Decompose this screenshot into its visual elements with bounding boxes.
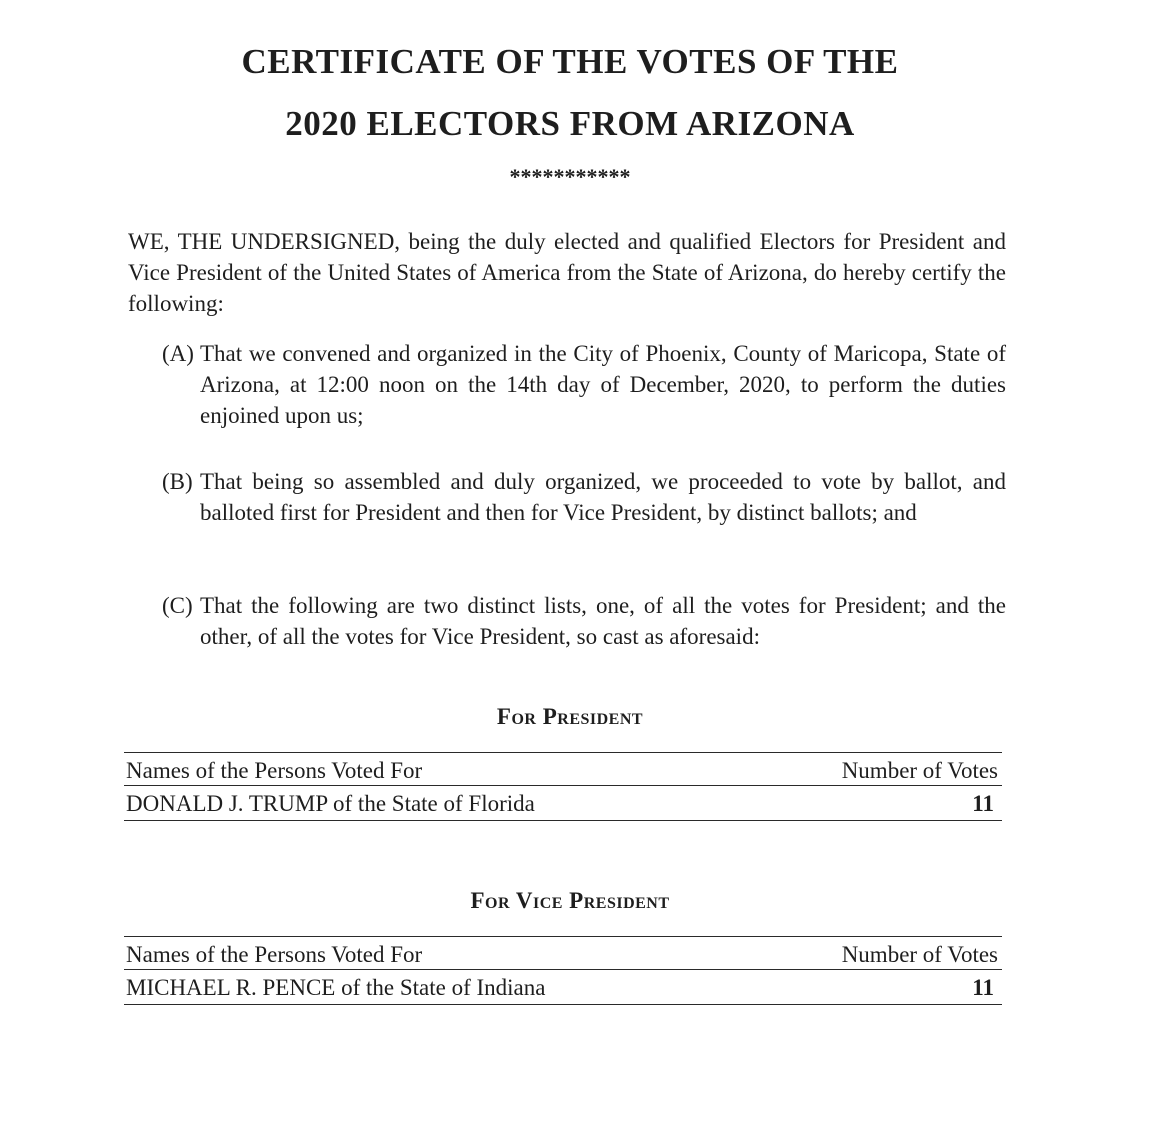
- table-header-row: [124, 753, 1002, 785]
- vice-president-votes-table: [124, 936, 1002, 1005]
- column-header-votes: Number of Votes: [841, 758, 998, 783]
- column-header-votes: Number of Votes: [841, 942, 998, 967]
- clause-c: [162, 590, 1006, 652]
- vote-count: 11: [972, 975, 994, 1000]
- intro-paragraph: WE, THE UNDERSIGNED, being the duly elected and qualified Electors for President and Vice President of the United States of America from the State of Arizona, do hereby certify the following:: [128, 229, 1006, 316]
- clause-b: [162, 466, 1006, 528]
- clause-label: (C): [162, 593, 193, 618]
- table-row: [124, 970, 1002, 1002]
- separator-stars: ***********: [509, 164, 631, 189]
- clause-text: That being so assembled and duly organized, we proceeded to vote by ballot, and balloted first for President and then for Vice President, by distinct ballots; and: [200, 469, 1006, 525]
- table-rule-bottom: [124, 1004, 1002, 1005]
- heading-for-president: For President: [496, 704, 644, 729]
- clause-text: That the following are two distinct lists, one, of all the votes for President; and the other, of all the votes for Vice President, so cast as aforesaid:: [200, 593, 1006, 649]
- clause-label: (A): [162, 341, 194, 366]
- title-line-2: 2020 ELECTORS FROM ARIZONA: [285, 104, 855, 143]
- vote-count: 11: [972, 791, 994, 816]
- column-header-name: Names of the Persons Voted For: [126, 758, 423, 783]
- column-header-name: Names of the Persons Voted For: [126, 942, 423, 967]
- table-rule-bottom: [124, 820, 1002, 821]
- title-line-1: CERTIFICATE OF THE VOTES OF THE: [241, 42, 899, 81]
- clause-text: That we convened and organized in the City of Phoenix, County of Maricopa, State of Arizona, at 12:00 noon on the 14th day of December, 2020, to perform the duties enjoined upon us;: [200, 341, 1006, 428]
- candidate-name: DONALD J. TRUMP of the State of Florida: [126, 791, 535, 816]
- president-votes-table: [124, 752, 1002, 821]
- clause-label: (B): [162, 469, 193, 494]
- candidate-name: MICHAEL R. PENCE of the State of Indiana: [126, 975, 546, 1000]
- clause-a: [162, 338, 1006, 431]
- table-row: [124, 786, 1002, 818]
- heading-for-vice-president: For Vice President: [470, 888, 670, 913]
- table-header-row: [124, 937, 1002, 969]
